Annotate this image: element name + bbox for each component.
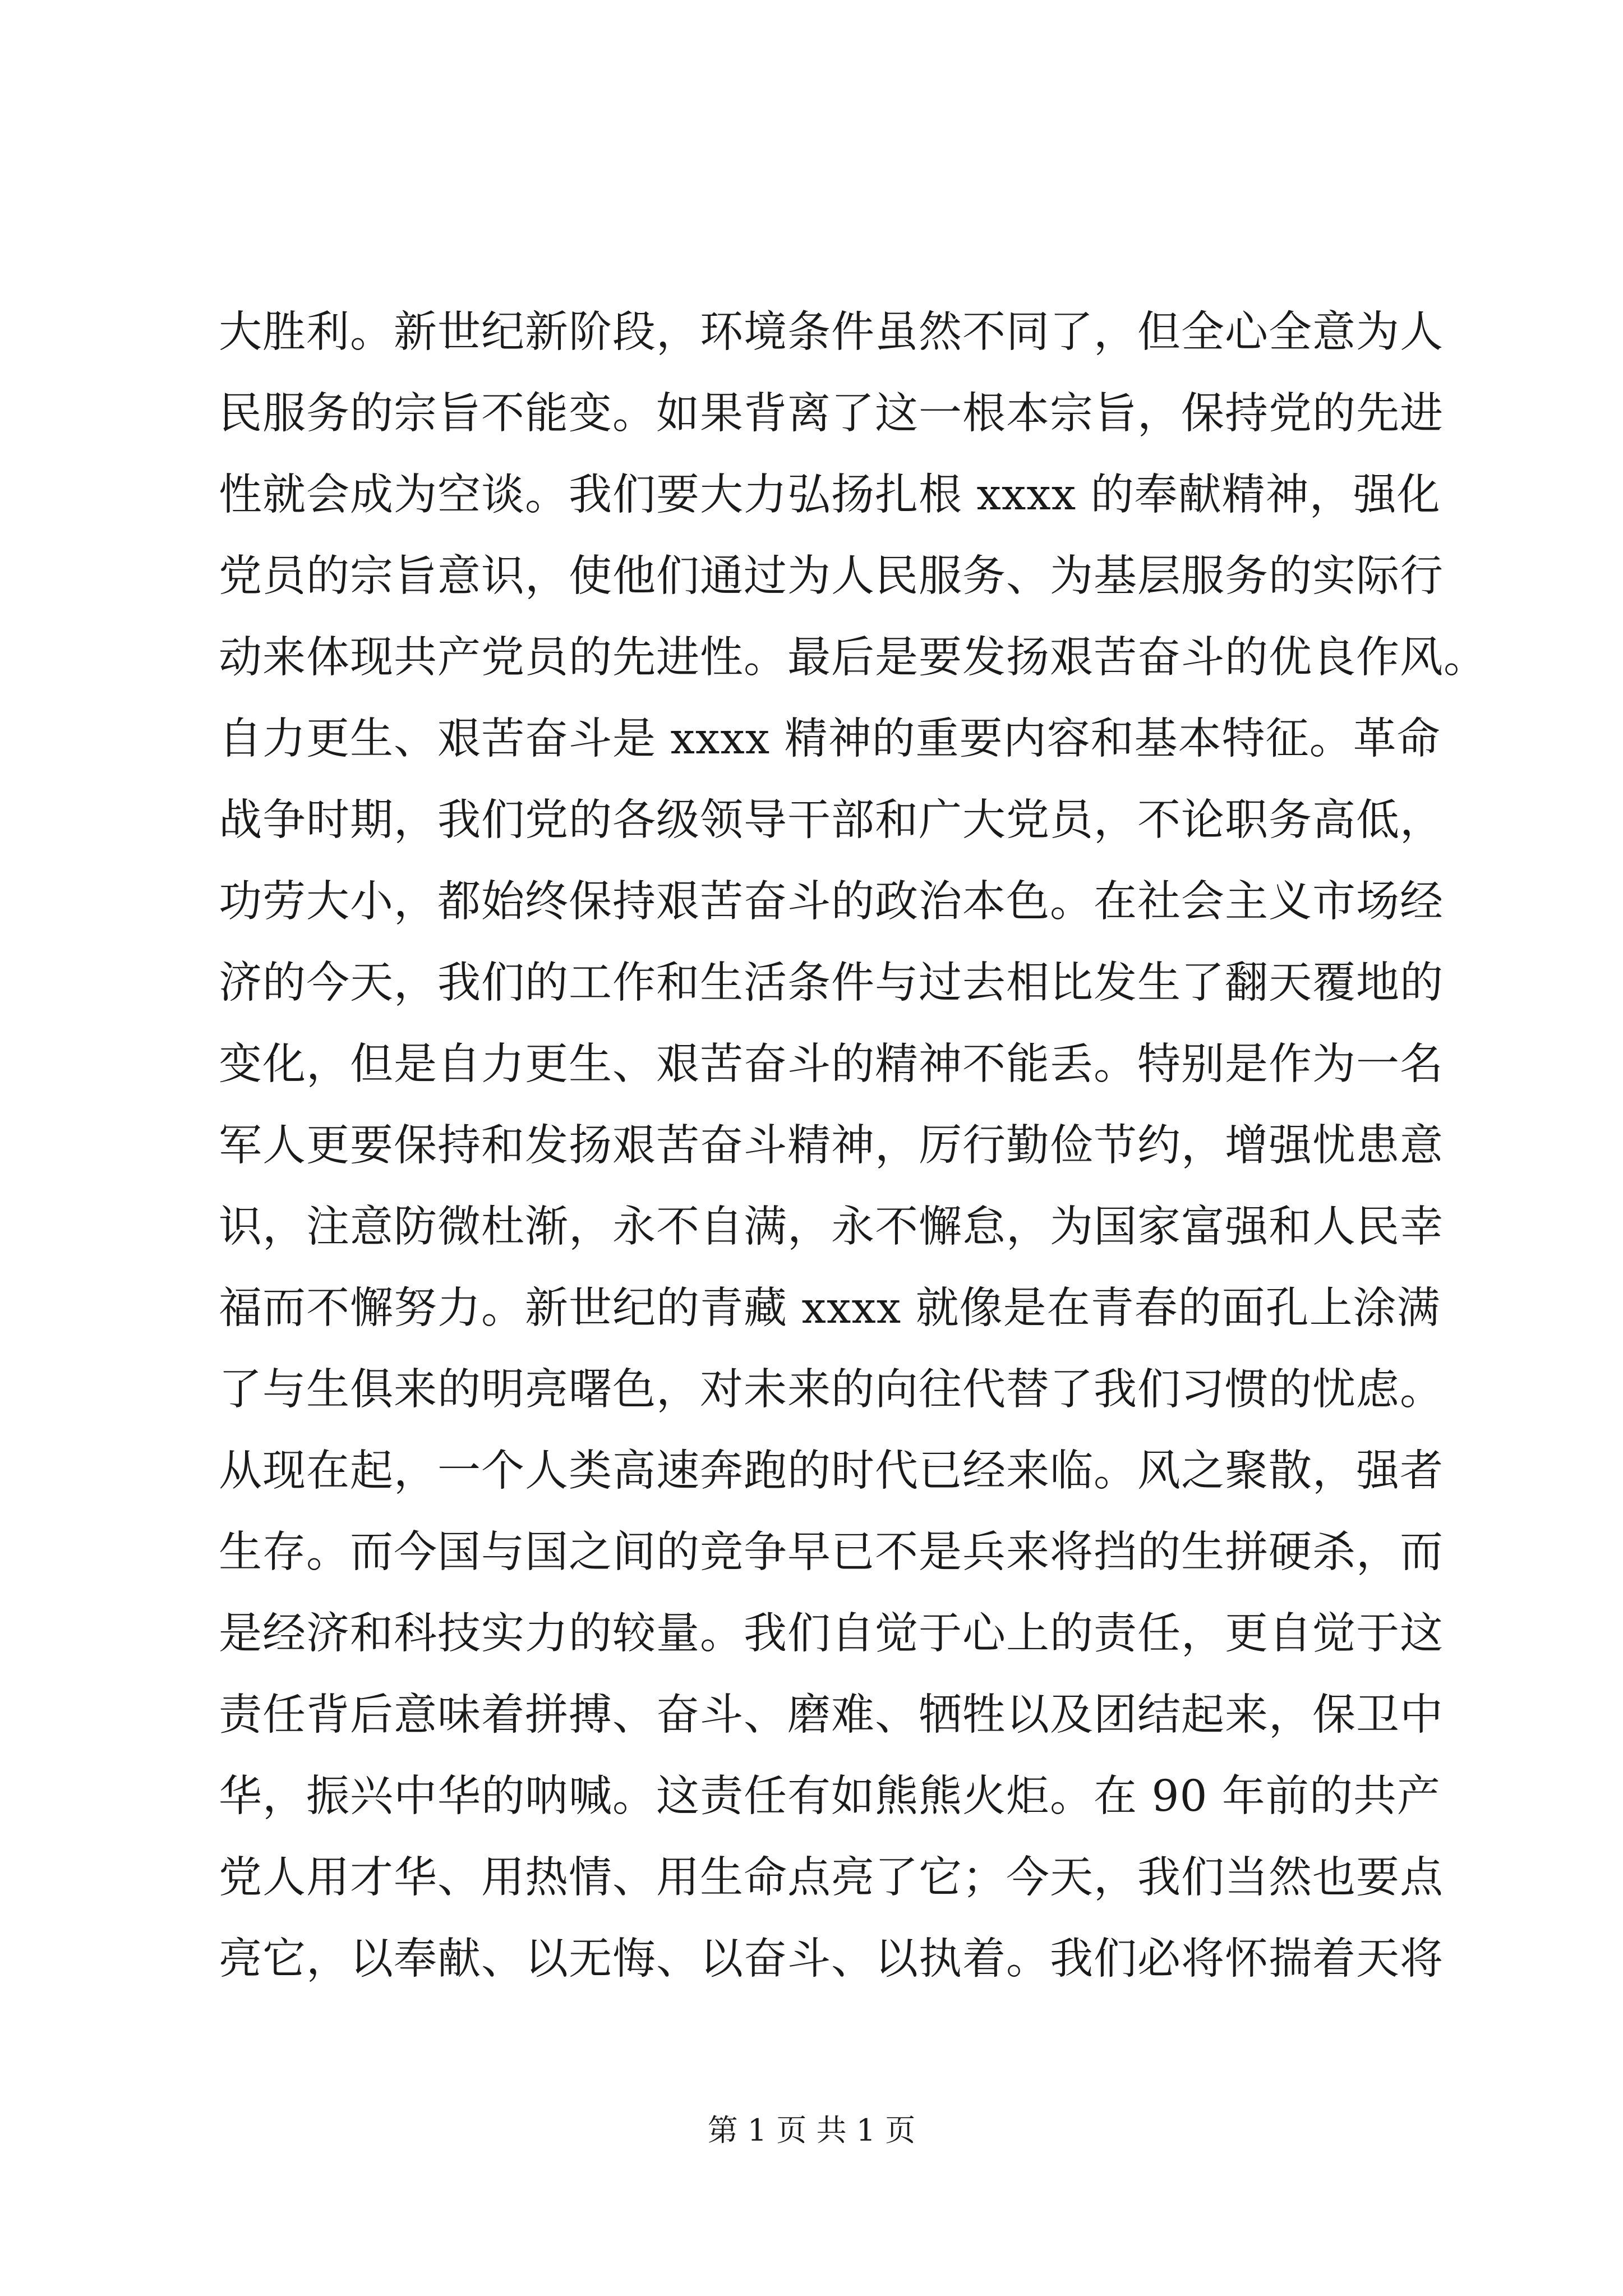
text-line: 生存。而今国与国之间的竞争早已不是兵来将挡的生拼硬杀，而	[219, 1527, 1444, 1577]
text-line: 是经济和科技实力的较量。我们自觉于心上的责任，更自觉于这	[219, 1609, 1444, 1659]
text-line: 性就会成为空谈。我们要大力弘扬扎根 xxxx 的奉献精神，强化	[219, 470, 1441, 520]
text-line: 党员的宗旨意识，使他们通过为人民服务、为基层服务的实际行	[219, 551, 1444, 601]
text-line: 战争时期，我们党的各级领导干部和广大党员，不论职务高低，	[219, 795, 1444, 845]
text-line: 党人用才华、用热情、用生命点亮了它；今天，我们当然也要点	[219, 1853, 1444, 1903]
text-line: 福而不懈努力。新世纪的青藏 xxxx 就像是在青春的面孔上涂满	[219, 1283, 1441, 1333]
text-line: 动来体现共产党员的先进性。最后是要发扬艰苦奋斗的优良作风。	[219, 633, 1487, 683]
body-text	[219, 292, 1487, 2000]
text-line: 责任背后意味着拼搏、奋斗、磨难、牺牲以及团结起来，保卫中	[219, 1690, 1444, 1740]
text-line: 大胜利。新世纪新阶段，环境条件虽然不同了，但全心全意为人	[219, 307, 1444, 357]
page-footer	[0, 2106, 1623, 2150]
text-line: 亮它，以奉献、以无悔、以奋斗、以执着。我们必将怀揣着天将	[219, 1934, 1444, 1984]
text-line: 自力更生、艰苦奋斗是 xxxx 精神的重要内容和基本特征。革命	[219, 714, 1441, 764]
text-line: 民服务的宗旨不能变。如果背离了这一根本宗旨，保持党的先进	[219, 389, 1444, 439]
text-line: 功劳大小，都始终保持艰苦奋斗的政治本色。在社会主义市场经	[219, 877, 1444, 927]
text-line: 济的今天，我们的工作和生活条件与过去相比发生了翻天覆地的	[219, 958, 1444, 1008]
text-line: 了与生俱来的明亮曙色，对未来的向往代替了我们习惯的忧虑。	[219, 1365, 1444, 1415]
text-line: 华，振兴中华的呐喊。这责任有如熊熊火炬。在 90 年前的共产	[219, 1772, 1441, 1821]
text-line: 从现在起，一个人类高速奔跑的时代已经来临。风之聚散，强者	[219, 1446, 1444, 1496]
page-number-label: 第 1 页 共 1 页	[707, 2113, 916, 2148]
text-line: 识，注意防微杜渐，永不自满，永不懈怠，为国家富强和人民幸	[219, 1202, 1444, 1252]
text-line: 变化，但是自力更生、艰苦奋斗的精神不能丢。特别是作为一名	[219, 1039, 1444, 1089]
text-line: 军人更要保持和发扬艰苦奋斗精神，厉行勤俭节约，增强忧患意	[219, 1121, 1444, 1171]
